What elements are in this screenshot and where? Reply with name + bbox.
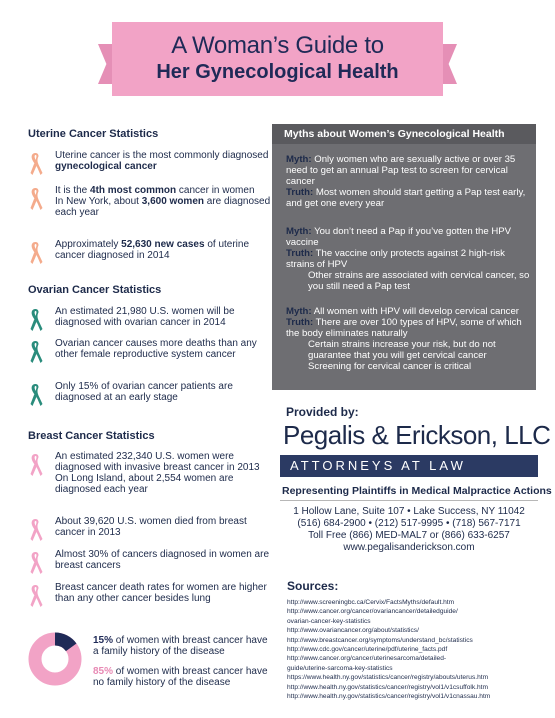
myth-1 (286, 154, 531, 209)
breast-stat-4-text: Breast cancer death rates for women are higher than any other cancer besides lung (55, 582, 267, 604)
breast-stat-1-text: An estimated 232,340 U.S. women were diagnosed with invasive breast cancer in 2013 (55, 451, 260, 473)
breast-stat-2 (28, 516, 278, 542)
myth-label: Myth: (286, 226, 312, 237)
myth-1-text: Only women who are sexually active or over 35 need to get an annual Pap test to screen for cervical cancer (286, 154, 516, 187)
ovarian-stat-3-text: Only 15% of ovarian cancer patients are diagnosed at an early stage (55, 381, 233, 403)
breast-section-title: Breast Cancer Statistics (28, 430, 155, 442)
breast-ribbon-icon (28, 518, 43, 542)
uterine-ribbon-icon (28, 241, 43, 265)
stat-1-percent: 15% (93, 635, 114, 646)
uterine-stat-1-bold: gynecological cancer (55, 161, 157, 172)
breast-ribbon-icon (28, 584, 43, 608)
representing-line: Representing Plaintiffs in Medical Malpractice Actions (282, 485, 552, 497)
header-banner (112, 22, 443, 96)
website-link[interactable]: www.pegalisanderickson.com (343, 542, 475, 553)
myth-label: Myth: (286, 306, 312, 317)
uterine-stat-3 (28, 239, 278, 265)
provided-by-label: Provided by: (286, 405, 359, 419)
stat-2-text: of women with breast cancer have no family history of the disease (93, 666, 268, 688)
myth-3-text: All women with HPV will develop cervical cancer (311, 306, 519, 317)
firm-name: Pegalis & Erickson, LLC (283, 420, 551, 450)
breast-stat-3 (28, 549, 278, 575)
uterine-stat-3-text-a: Approximately (55, 239, 122, 250)
uterine-ribbon-icon (28, 187, 43, 211)
uterine-section-title: Uterine Cancer Statistics (28, 128, 159, 140)
uterine-stat-2-text-c: In New York, about (55, 196, 142, 207)
address: 1 Hollow Lane, Suite 107 • Lake Success, NY 11042 (293, 506, 525, 517)
family-history-stat-1 (93, 635, 268, 657)
truth-3-detail-b: Screening for cervical cancer is critical (308, 361, 472, 372)
sources-list (287, 598, 542, 701)
truth-3-text: There are over 100 types of HPV, some of which the body eliminates naturally (286, 317, 522, 339)
uterine-stat-2-text-a: It is the (55, 185, 91, 196)
truth-2-detail: Other strains are associated with cervical cancer, so you still need a Pap test (308, 270, 530, 292)
source-link[interactable]: http://www.ovariancancer.org/about/statistics/ (287, 627, 419, 635)
uterine-stat-1-text: Uterine cancer is the most commonly diagnosed (55, 150, 269, 161)
uterine-stat-1 (28, 150, 278, 176)
ovarian-stat-1 (28, 306, 278, 332)
truth-2-text: The vaccine only protects against 2 high-risk strains of HPV (286, 248, 505, 270)
stat-1-text: of women with breast cancer have a family history of the disease (93, 635, 268, 657)
myth-2-text: You don’t need a Pap if you’ve gotten the HPV vaccine (286, 226, 512, 248)
ovarian-ribbon-icon (28, 340, 43, 364)
breast-stat-1-text-b: On Long Island, about 2,554 women are diagnosed each year (55, 473, 234, 495)
banner-main (112, 22, 443, 96)
uterine-ribbon-icon (28, 152, 43, 176)
breast-stat-4 (28, 582, 278, 608)
ovarian-stat-1-text: An estimated 21,980 U.S. women will be diagnosed with ovarian cancer in 2014 (55, 306, 235, 328)
source-link[interactable]: http://www.screeningbc.ca/Cervix/FactsMyths/default.htm (287, 599, 455, 606)
source-link[interactable]: http://www.health.ny.gov/statistics/cancer/registry/vol1/v1csuffolk.htm (287, 683, 488, 691)
ovarian-ribbon-icon (28, 308, 43, 332)
source-link[interactable]: http://www.cdc.gov/cancer/uterine/pdf/uterine_facts.pdf (287, 646, 448, 654)
ovarian-ribbon-icon (28, 383, 43, 407)
page-title-line1: A Woman’s Guide to (171, 32, 384, 59)
truth-1-text: Most women should start getting a Pap test early, and get one every year (286, 187, 526, 209)
truth-label: Truth: (286, 248, 314, 259)
uterine-stat-2-bold-b: 3,600 women (141, 196, 204, 207)
sources-title: Sources: (287, 579, 339, 593)
breast-ribbon-icon (28, 551, 43, 575)
ovarian-stat-2 (28, 338, 278, 364)
contact-block (280, 506, 538, 554)
breast-stat-1 (28, 451, 278, 495)
divider (280, 500, 538, 501)
uterine-stat-2 (28, 185, 278, 218)
source-link[interactable]: http://www.cancer.org/cancer/uterinesarcoma/detailed- (287, 655, 447, 663)
breast-stat-2-text: About 39,620 U.S. women died from breast cancer in 2013 (55, 516, 247, 538)
uterine-stat-2-text-b: cancer in women (176, 185, 255, 196)
ovarian-section-title: Ovarian Cancer Statistics (28, 284, 162, 296)
breast-ribbon-icon (28, 453, 43, 477)
ovarian-stat-3 (28, 381, 278, 407)
uterine-stat-3-bold: 52,630 new cases (121, 239, 205, 250)
ovarian-stat-2-text: Ovarian cancer causes more deaths than any other female reproductive system cancer (55, 338, 257, 360)
page-title-line2: Her Gynecological Health (156, 61, 399, 83)
attorneys-at-law-bar: ATTORNEYS AT LAW (280, 455, 538, 477)
family-history-donut (28, 632, 82, 686)
source-link[interactable]: http://www.breastcancer.org/symptoms/understand_bc/statistics (287, 636, 473, 644)
uterine-stat-2-text-d: are diagnosed each year (55, 196, 271, 218)
myths-panel (272, 124, 536, 390)
truth-label: Truth: (286, 187, 314, 198)
stat-2-percent: 85% (93, 666, 114, 677)
truth-3-detail: Certain strains increase your risk, but do not guarantee that you will get cervical cancer (308, 339, 496, 361)
phones: (516) 684-2900 • (212) 517-9995 • (718) 567-7171 (297, 518, 521, 529)
myth-3 (286, 306, 531, 372)
toll-free: Toll Free (866) MED-MAL7 or (866) 633-6257 (308, 530, 510, 541)
source-link[interactable]: http://www.cancer.org/cancer/ovariancancer/detailedguide/ (287, 608, 458, 616)
myth-label: Myth: (286, 154, 312, 165)
family-history-stat-2 (93, 666, 268, 688)
source-link[interactable]: guide/uterine-sarcoma-key-statistics (287, 664, 393, 672)
source-link[interactable]: ovarian-cancer-key-statistics (287, 617, 371, 625)
truth-label: Truth: (286, 317, 314, 328)
source-link[interactable]: https://www.health.ny.gov/statistics/cancer/registry/abouts/uterus.htm (287, 674, 489, 682)
source-link[interactable]: http://www.health.ny.gov/statistics/cancer/registry/vol1/v1cnassau.htm (287, 693, 491, 701)
myths-title: Myths about Women’s Gynecological Health (272, 124, 536, 144)
uterine-stat-3-text-b: of uterine cancer diagnosed in 2014 (55, 239, 250, 261)
uterine-stat-2-bold-a: 4th most common (90, 185, 177, 196)
myth-2 (286, 226, 531, 292)
breast-stat-3-text: Almost 30% of cancers diagnosed in women are breast cancers (55, 549, 270, 571)
